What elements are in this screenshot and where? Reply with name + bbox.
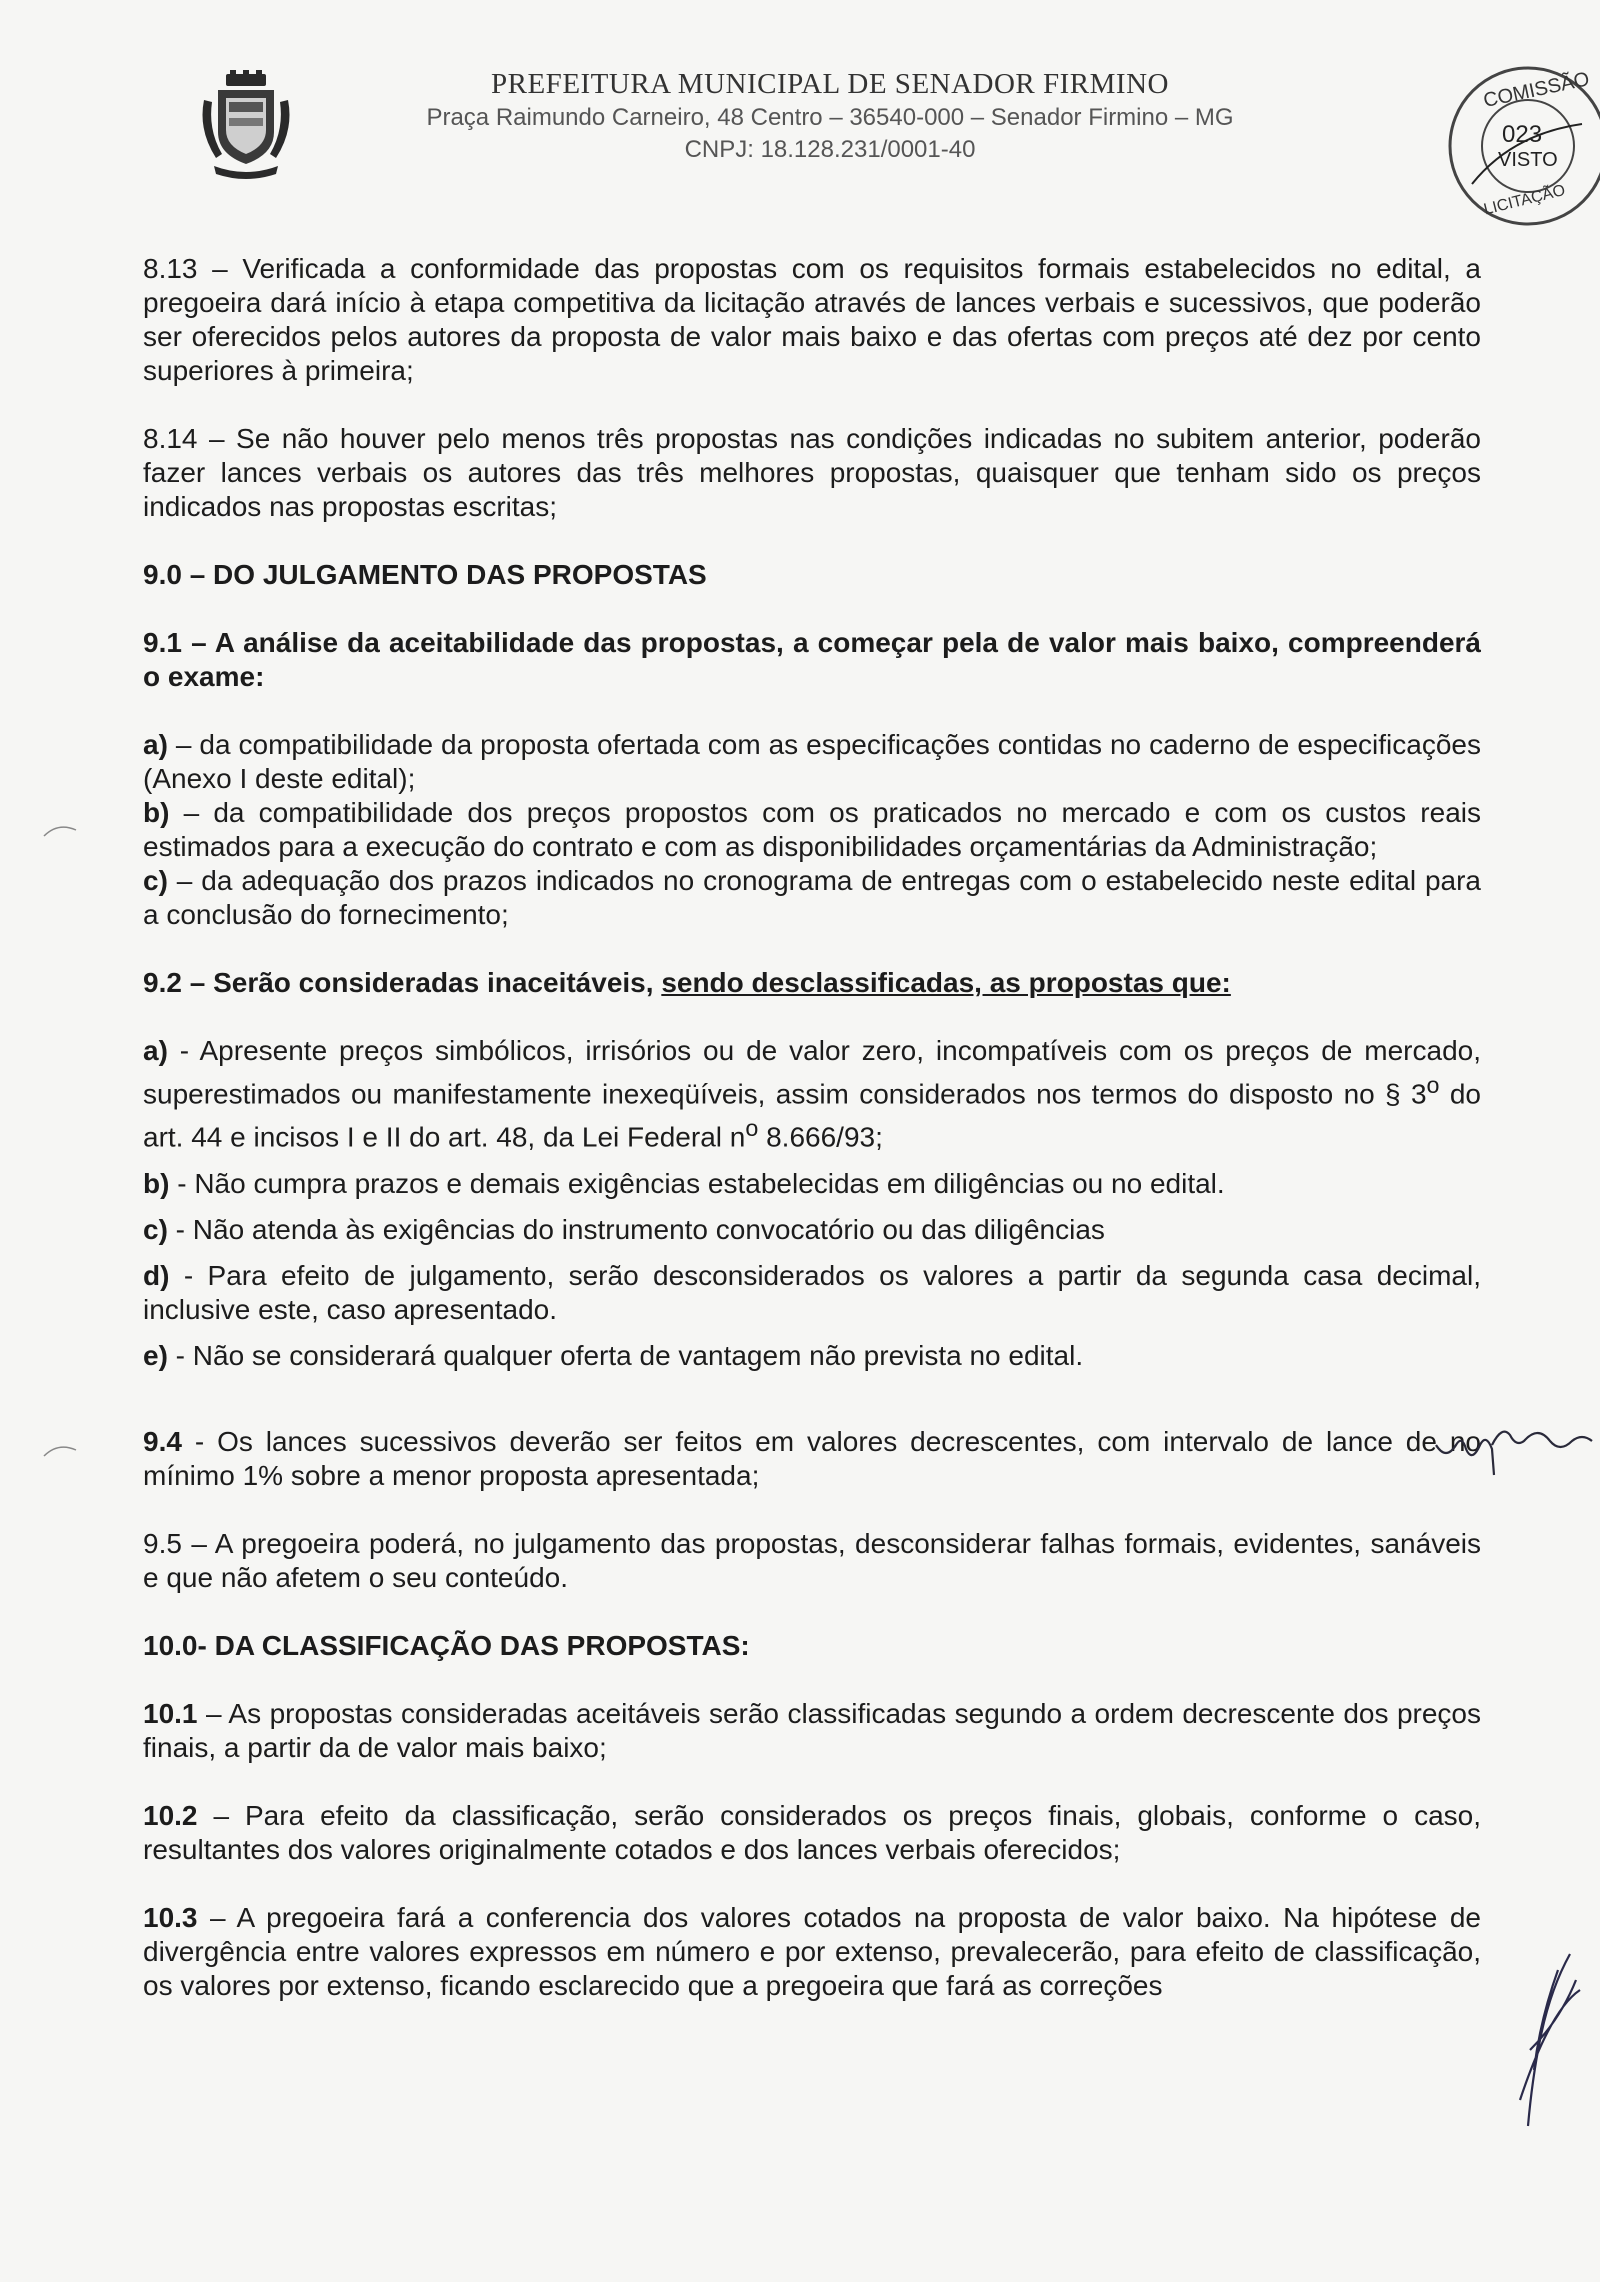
stamp-bottom-text: LICITAÇÃO	[1482, 181, 1568, 219]
letterhead	[0, 30, 1600, 219]
org-address: Praça Raimundo Carneiro, 48 Centro – 36540-000 – Senador Firmino – MG	[426, 104, 1234, 131]
margin-mark	[40, 1440, 80, 1460]
item-8-13: 8.13 – Verificada a conformidade das propostas com os requisitos formais estabelecidos no edital, a pregoeira dará início à etapa competitiva da licitação através de lances verbais e sucessivos, que poderão ser oferecidos pelos autores da proposta de valor mais baixo e das ofertas com preços até dez por cento superiores à primeira;	[143, 253, 1481, 386]
item-9-4: 9.4 - Os lances sucessivos deverão ser feitos em valores decrescentes, com intervalo de lance de no mínimo 1% sobre a menor proposta apresentada;	[143, 1425, 1481, 1491]
item-9-1-c: c) – da adequação dos prazos indicados no cronograma de entregas com o estabelecido neste edital para a conclusão do fornecimento;	[143, 865, 1481, 930]
section-heading-10: 10.0- DA CLASSIFICAÇÃO DAS PROPOSTAS:	[143, 1629, 750, 1661]
item-8-14: 8.14 – Se não houver pelo menos três propostas nas condições indicadas no subitem anterior, poderão fazer lances verbais os autores das três melhores propostas, quaisquer que tenham sido os preços indicados nas propostas escritas;	[143, 423, 1481, 522]
item-number: 8.14	[143, 423, 198, 454]
org-name: PREFEITURA MUNICIPAL DE SENADOR FIRMINO	[491, 68, 1169, 100]
item-9-2-c: c) - Não atenda às exigências do instrumento convocatório ou das diligências	[143, 1213, 1105, 1245]
org-cnpj: CNPJ: 18.128.231/0001-40	[684, 136, 976, 163]
item-10-2: 10.2 – Para efeito da classificação, serão considerados os preços finais, globais, conforme o caso, resultantes dos valores originalmente cotados e dos lances verbais oferecidos;	[143, 1799, 1481, 1865]
item-9-1: 9.1 – A análise da aceitabilidade das propostas, a começar pela de valor mais baixo, compreenderá o exame:	[143, 627, 1481, 692]
item-10-1: 10.1 – As propostas consideradas aceitáveis serão classificadas segundo a ordem decrescente dos preços finais, a partir da de valor mais baixo;	[143, 1697, 1481, 1763]
item-9-1-b: b) – da compatibilidade dos preços propostos com os praticados no mercado e com os custos reais estimados para a execução do contrato e com as disponibilidades orçamentárias da Administração;	[143, 797, 1481, 862]
item-9-5: 9.5 – A pregoeira poderá, no julgamento das propostas, desconsiderar falhas formais, evidentes, sanáveis e que não afetem o seu conteúdo.	[143, 1527, 1481, 1593]
initials-mark	[1510, 1950, 1585, 2130]
item-10-3: 10.3 – A pregoeira fará a conferencia dos valores cotados na proposta de valor baixo. Na hipótese de divergência entre valores expressos em número e por extenso, prevalecerão, para efeito de classificação, os valores por extenso, ficando esclarecido que a pregoeira que fará as correções	[143, 1901, 1481, 2001]
item-9-2-d: d) - Para efeito de julgamento, serão desconsiderados os valores a partir da segunda casa decimal, inclusive este, caso apresentado.	[143, 1259, 1481, 1325]
item-9-2-a: a) - Apresente preços simbólicos, irrisórios ou de valor zero, incompatíveis com os preços de mercado, superestimados ou manifestamente inexeqüíveis, assim considerados nos termos do disposto no § 3$^o$ do art. 44 e incisos I e II do art. 48, da Lei Federal $n^o$ 8.666/93;	[143, 1035, 1481, 1153]
stamp-number: 023	[1502, 121, 1543, 148]
document-body	[143, 252, 1481, 2003]
letterhead-text	[340, 66, 1320, 166]
signature-mark	[1432, 1405, 1597, 1485]
item-9-2-b: b) - Não cumpra prazos e demais exigências estabelecidas em diligências ou no edital.	[143, 1167, 1225, 1199]
item-9-2: 9.2 – Serão consideradas inaceitáveis, sendo desclassificadas, as propostas que:	[143, 967, 1231, 998]
item-9-2-e: e) - Não se considerará qualquer oferta de vantagem não prevista no edital.	[143, 1339, 1084, 1371]
committee-stamp	[1432, 54, 1600, 244]
stamp-top-text: COMISSÃO	[1481, 68, 1592, 113]
item-number: 8.13	[143, 253, 198, 284]
stamp-middle-text: VISTO	[1498, 149, 1558, 171]
section-heading-9: 9.0 – DO JULGAMENTO DAS PROPOSTAS	[143, 559, 707, 590]
item-9-1-a: a) – da compatibilidade da proposta ofertada com as especificações contidas no caderno de especificações (Anexo I deste edital);	[143, 729, 1481, 794]
margin-mark	[40, 820, 80, 840]
coat-of-arms-icon	[196, 70, 296, 185]
